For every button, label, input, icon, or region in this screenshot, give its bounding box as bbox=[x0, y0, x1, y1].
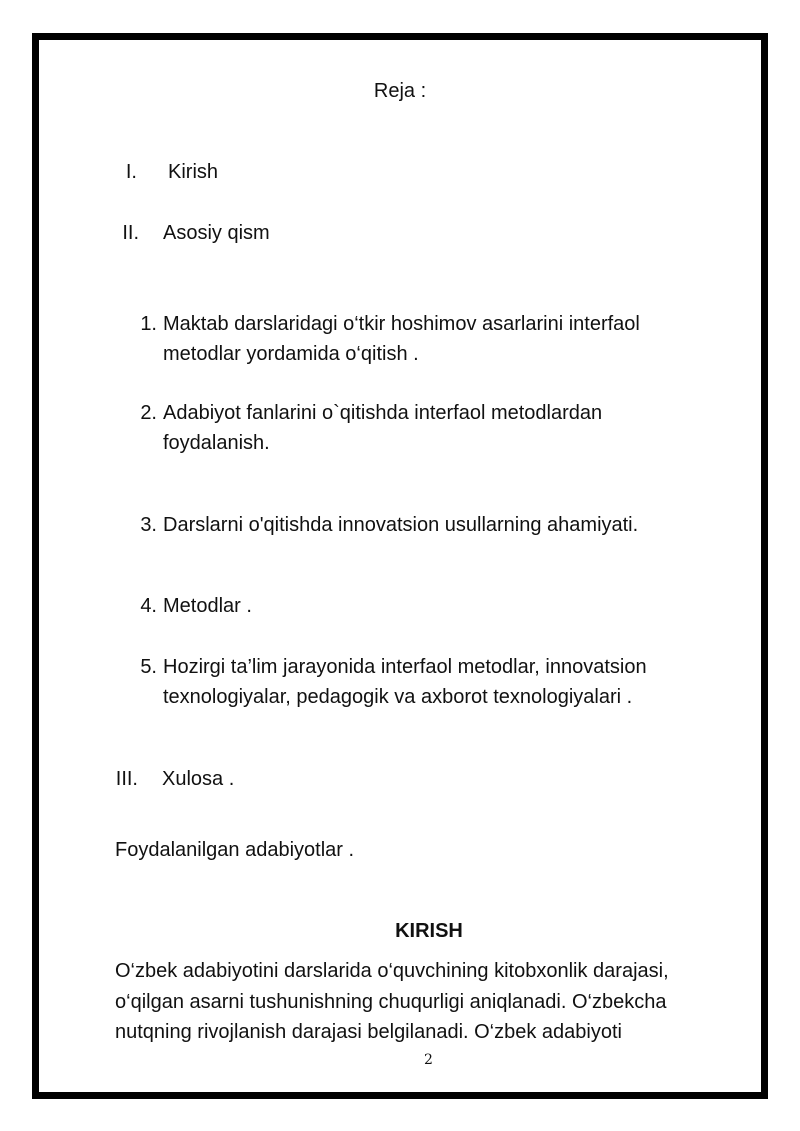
roman-numeral-3: III. bbox=[115, 768, 138, 790]
page-number: 2 bbox=[424, 1052, 433, 1068]
numbered-item-3-text: Darslarni o'qitishda innovatsion usullarning ahamiyati. bbox=[163, 514, 639, 536]
roman-item-asosiy-qism: Asosiy qism bbox=[163, 222, 270, 244]
roman-numeral-2: II. bbox=[122, 222, 139, 244]
numbered-item-5-number: 5. bbox=[140, 656, 157, 678]
numbered-item-3-number: 3. bbox=[140, 514, 157, 536]
roman-numeral-1: I. bbox=[125, 161, 137, 183]
roman-item-xulosa: Xulosa . bbox=[162, 768, 235, 790]
references-item: Foydalanilgan adabiyotlar . bbox=[115, 839, 355, 861]
numbered-item-1-text: Maktab darslaridagi o‘tkir hoshimov asarlarini interfaol metodlar yordamida o‘qitish . bbox=[163, 313, 640, 365]
numbered-item-4-number: 4. bbox=[140, 595, 157, 617]
numbered-item-1-number: 1. bbox=[140, 313, 157, 335]
numbered-item-5-text: Hozirgi ta’lim jarayonida interfaol metodlar, innovatsion texnologiyalar, pedagogik va axborot texnologiyalari . bbox=[163, 656, 647, 708]
roman-item-kirish: Kirish bbox=[168, 161, 219, 183]
intro-paragraph: O‘zbek adabiyotini darslarida o‘quvchining kitobxonlik darajasi, o‘qilgan asarni tushunishning chuqurligi aniqlanadi. O‘zbekcha nutqning rivojlanish darajasi belgilanadi. O‘zbek adabiyoti bbox=[115, 960, 669, 1043]
plan-title: Reja : bbox=[373, 80, 427, 102]
numbered-item-2-text: Adabiyot fanlarini o`qitishda interfaol metodlardan foydalanish. bbox=[163, 402, 603, 454]
intro-heading: KIRISH bbox=[395, 920, 463, 942]
numbered-item-4-text: Metodlar . bbox=[163, 595, 252, 617]
numbered-item-2-number: 2. bbox=[140, 402, 157, 424]
